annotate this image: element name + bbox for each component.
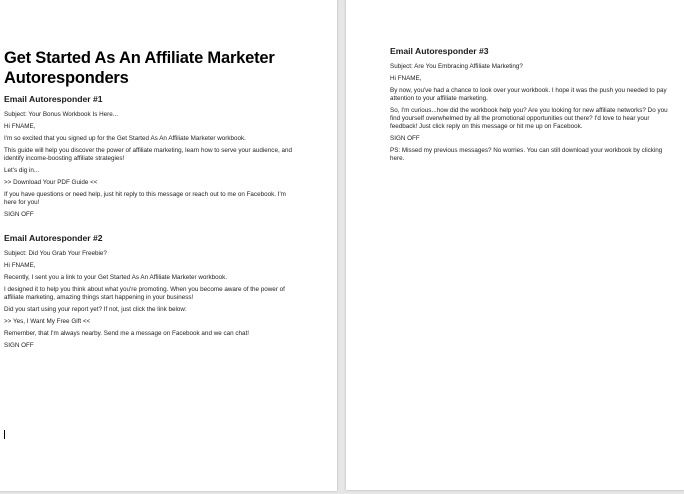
document-page-2[interactable] (346, 0, 684, 490)
ar1-download-link-text: >> Download Your PDF Guide << (4, 179, 98, 186)
document-title: Get Started As An Affiliate Marketer Autoresponders (4, 49, 275, 87)
ar3-subject: Subject: Are You Embracing Affiliate Marketing? (390, 63, 523, 70)
page-2-content (390, 46, 674, 167)
ar1-paragraph: Let's dig in... (4, 167, 40, 174)
ar1-paragraph: I'm so excited that you signed up for the Get Started As An Affiliate Marketer workbook. (4, 135, 246, 142)
autoresponder-1-heading: Email Autoresponder #1 (4, 94, 103, 104)
ar1-sign-off: SIGN OFF (4, 211, 34, 218)
ar2-greeting: Hi FNAME, (4, 262, 36, 269)
ar2-paragraph: I designed it to help you think about what you're promoting. When you become aware of the power of affiliate marketing, amazing things start happening in your business! (4, 286, 285, 301)
ar2-paragraph: Remember, that I'm always nearby. Send me a message on Facebook and we can chat! (4, 330, 250, 337)
ar3-greeting: Hi FNAME, (390, 75, 422, 82)
ar3-paragraph: By now, you've had a chance to look over your workbook. I hope it was the push you needed to pay attention to your affiliate marketing. (390, 87, 667, 102)
ar2-subject: Subject: Did You Grab Your Freebie? (4, 250, 107, 257)
ar2-paragraph: Recently, I sent you a link to your Get Started As An Affiliate Marketer workbook. (4, 274, 228, 281)
ar3-paragraph: So, I'm curious...how did the workbook help you? Are you looking for new affiliate networks? Do you find yourself overwhelmed by all the promotional opportunities out there? I'd love to hear your feedback! Just click reply on this message or hit me up on Facebook. (390, 107, 668, 130)
ar1-paragraph: This guide will help you discover the power of affiliate marketing, learn how to serve your audience, and identify income-boosting affiliate strategies! (4, 147, 292, 162)
ar2-paragraph: Did you start using your report yet? If not, just click the link below: (4, 306, 187, 313)
ar3-postscript: PS: Missed my previous messages? No worries. You can still download your workbook by clicking here. (390, 147, 663, 162)
ar2-sign-off: SIGN OFF (4, 342, 34, 349)
ar3-sign-off: SIGN OFF (390, 135, 420, 142)
ar2-gift-link-text: >> Yes, I Want My Free Gift << (4, 318, 91, 325)
text-cursor (4, 430, 5, 439)
ar1-greeting: Hi FNAME, (4, 123, 36, 130)
ar1-paragraph: If you have questions or need help, just hit reply to this message or reach out to me on Facebook. I'm here for you! (4, 191, 286, 206)
document-page-1[interactable] (0, 0, 337, 491)
autoresponder-3-heading: Email Autoresponder #3 (390, 46, 489, 56)
autoresponder-2-heading: Email Autoresponder #2 (4, 233, 103, 243)
page-1-content (4, 48, 296, 354)
ar1-subject: Subject: Your Bonus Workbook Is Here... (4, 111, 118, 118)
